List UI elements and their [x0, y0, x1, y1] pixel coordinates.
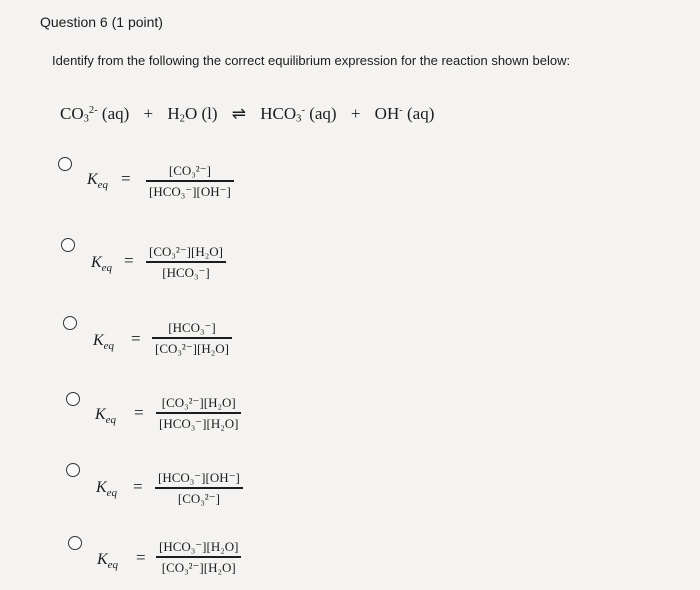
keq-label: $K_{eq}$ [97, 551, 119, 571]
product-hydroxide-state: (aq) [407, 104, 435, 123]
question-prompt: Identify from the following the correct equilibrium expression for the reaction shown below: [52, 53, 571, 68]
product-bicarbonate: $HCO_3^-$ [260, 104, 305, 125]
keq-label: $K_{eq}$ [91, 254, 113, 274]
keq-label: $K_{eq}$ [93, 332, 115, 352]
fraction-bar [152, 337, 232, 339]
fraction-bar [155, 487, 243, 489]
option-3-numerator: [HCO₃⁻] [168, 320, 216, 335]
reactant-carbonate-state: (aq) [101, 104, 130, 123]
option-6-radio[interactable] [68, 536, 82, 550]
option-5-denominator: [CO₃²⁻] [177, 490, 220, 506]
option-4-radio[interactable] [66, 392, 80, 406]
option-4-fraction [156, 394, 241, 432]
equilibrium-arrow: ⇌ [231, 104, 247, 123]
option-2-numerator: [CO₃²⁻][H₂O] [149, 244, 223, 259]
option-6-numerator: [HCO₃⁻][H₂O] [159, 539, 239, 554]
fraction-bar [156, 412, 241, 414]
equals-sign: = [124, 251, 134, 270]
option-6-fraction [156, 538, 241, 576]
keq-label: $K_{eq}$ [87, 171, 109, 191]
option-2-denominator: [HCO₃⁻] [162, 264, 210, 280]
reactant-carbonate: $CO_3^{2-}$ [60, 104, 98, 125]
option-5-numerator: [HCO₃⁻][OH⁻] [158, 470, 240, 485]
question-title: Question 6 (1 point) [40, 14, 163, 30]
option-2-radio[interactable] [61, 238, 75, 252]
option-2-fraction [146, 243, 226, 281]
equals-sign: = [136, 548, 146, 567]
equals-sign: = [134, 403, 144, 422]
option-6-denominator: [CO₃²⁻][H₂O] [161, 559, 236, 575]
option-3-denominator: [CO₃²⁻][H₂O] [155, 340, 229, 356]
keq-label: $K_{eq}$ [96, 479, 118, 499]
equals-sign: = [131, 329, 141, 348]
option-5-fraction [155, 469, 243, 507]
reaction-equation [60, 104, 434, 125]
option-3-radio[interactable] [63, 316, 77, 330]
option-1-radio[interactable] [58, 157, 72, 171]
product-bicarbonate-state: (aq) [309, 104, 337, 123]
option-1-fraction [146, 162, 234, 200]
fraction-bar [146, 261, 226, 263]
keq-label: $K_{eq}$ [95, 406, 117, 426]
reactant-water-state: (l) [201, 104, 218, 123]
fraction-bar [146, 180, 234, 182]
product-hydroxide: OH- [374, 104, 403, 123]
fraction-bar [156, 556, 241, 558]
option-3-fraction [152, 319, 232, 357]
option-1-numerator: [CO₃²⁻] [168, 163, 211, 178]
option-4-numerator: [CO₃²⁻][H₂O] [161, 395, 236, 410]
option-1-denominator: [HCO₃⁻][OH⁻] [149, 183, 231, 199]
equals-sign: = [133, 477, 143, 496]
plus-sign: + [143, 104, 154, 123]
equals-sign: = [121, 169, 131, 188]
reactant-water: $H_2O$ [167, 104, 198, 125]
option-5-radio[interactable] [66, 463, 80, 477]
plus-sign: + [350, 104, 361, 123]
option-4-denominator: [HCO₃⁻][H₂O] [159, 415, 239, 431]
